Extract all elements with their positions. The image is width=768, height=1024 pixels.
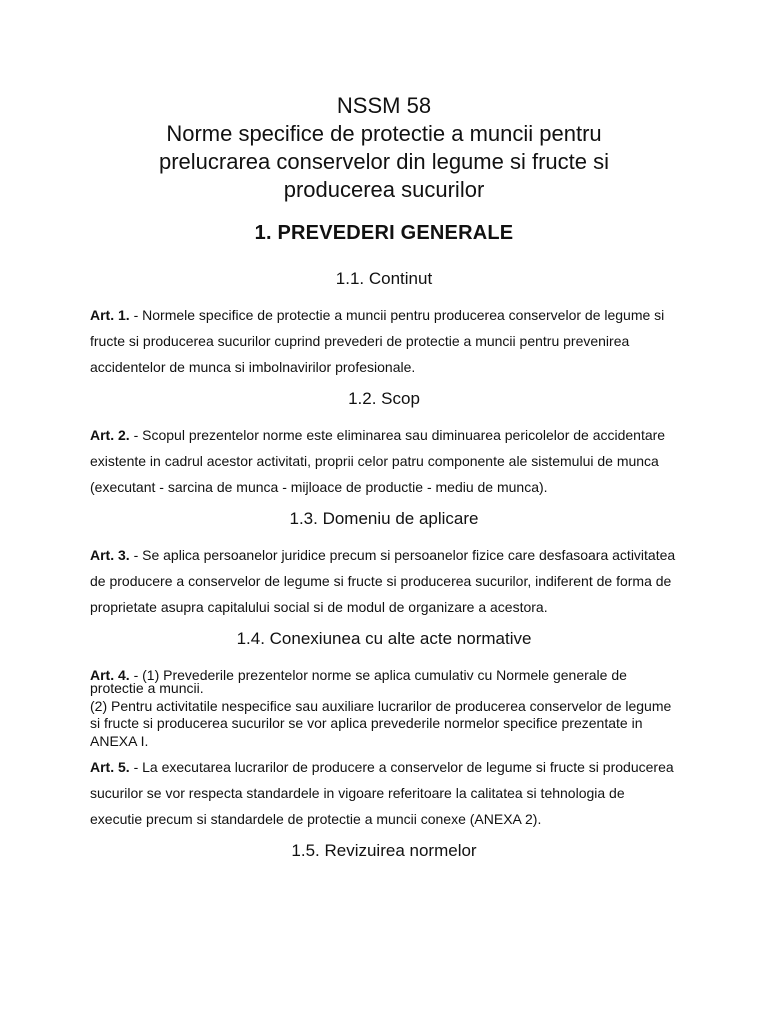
chapter-heading: 1. PREVEDERI GENERALE bbox=[254, 222, 514, 244]
section-heading-conexiunea: 1.4. Conexiunea cu alte acte normative bbox=[236, 629, 532, 648]
section-heading-domeniu: 1.3. Domeniu de aplicare bbox=[289, 509, 479, 528]
article-5 bbox=[90, 754, 678, 832]
section-heading-revizuirea: 1.5. Revizuirea normelor bbox=[291, 841, 477, 860]
article-label: Art. 3. bbox=[90, 547, 130, 563]
title-line-3: producerea sucurilor bbox=[283, 177, 485, 202]
article-text: - Se aplica persoanelor juridice precum si persoanelor fizice care desfasoara activitatea de producere a conservelor de legume si fructe si producerea sucurilor, indiferent de forma de proprietate asupra capitalului social si de modul de organizare a acestora. bbox=[90, 547, 676, 615]
article-label: Art. 4. bbox=[90, 667, 130, 683]
article-label: Art. 1. bbox=[90, 307, 130, 323]
title-line-2: prelucrarea conservelor din legume si fructe si bbox=[159, 149, 609, 174]
article-text: - (1) Prevederile prezentelor norme se aplica cumulativ cu Normele generale de bbox=[129, 667, 627, 683]
article-4-paragraph-2: (2) Pentru activitatile nespecifice sau auxiliare lucrarilor de producerea conservelor de legume si fructe si producerea sucurilor se vor aplica prevederile normelor specifice prezentate in ANEXA I. bbox=[90, 697, 672, 749]
article-1 bbox=[90, 302, 678, 380]
article-4-continuation: protectie a muncii. bbox=[90, 680, 204, 696]
article-label: Art. 2. bbox=[90, 427, 130, 443]
article-2 bbox=[90, 422, 678, 500]
article-text: - Scopul prezentelor norme este eliminarea sau diminuarea pericolelor de accidentare existente in cadrul acestor activitati, proprii celor patru componente ale sistemului de munca (executant - sarcina de munca - mijloace de productie - mediu de munca). bbox=[90, 427, 666, 495]
title-line-code: NSSM 58 bbox=[336, 93, 432, 118]
article-text: - Normele specifice de protectie a muncii pentru producerea conservelor de legume si fructe si producerea sucurilor cuprind prevederi de protectie a muncii pentru prevenirea accidentelor de munca si imbolnavirilor profesionale. bbox=[90, 307, 665, 375]
title-line-1: Norme specifice de protectie a muncii pentru bbox=[166, 121, 602, 146]
document-title bbox=[90, 92, 678, 204]
article-3 bbox=[90, 542, 678, 620]
section-heading-continut: 1.1. Continut bbox=[335, 269, 433, 288]
article-text: - La executarea lucrarilor de producere a conservelor de legume si fructe si producerea sucurilor se vor respecta standardele in vigoare referitoare la calitatea si tehnologia de executie precum si standardele de protectie a muncii conexe (ANEXA 2). bbox=[90, 759, 674, 827]
article-label: Art. 5. bbox=[90, 759, 130, 775]
article-4 bbox=[90, 662, 678, 750]
section-heading-scop: 1.2. Scop bbox=[348, 389, 420, 408]
